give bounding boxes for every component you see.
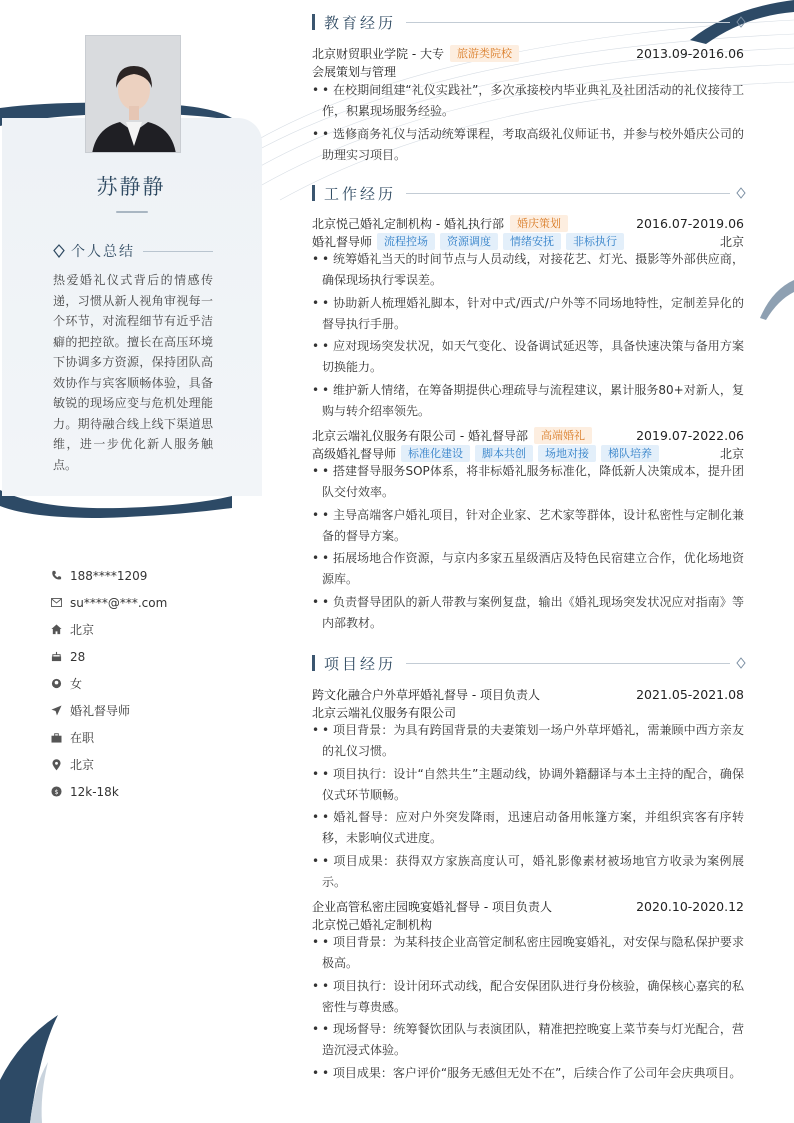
job-city: 北京 xyxy=(719,446,744,461)
location-icon xyxy=(50,759,62,771)
skill-tag: 脚本共创 xyxy=(475,445,533,462)
contact-gender-value: 女 xyxy=(70,677,83,691)
job-bullet: • • 统筹婚礼当天的时间节点与人员动线，对接花艺、灯光、摄影等外部供应商，确保现场执行零误差。 xyxy=(312,249,744,291)
education-title: 教育经历 xyxy=(324,13,397,32)
project-company: 北京悦己婚礼定制机构 xyxy=(312,918,433,932)
projects-title: 项目经历 xyxy=(324,654,397,673)
profile-photo xyxy=(85,35,181,153)
skill-tag: 资源调度 xyxy=(440,233,498,250)
school-name: 北京财贸职业学院 - 大专 xyxy=(312,46,444,61)
contact-position-value: 婚礼督导师 xyxy=(70,704,131,718)
job-header xyxy=(312,426,744,444)
job-company: 北京云端礼仪服务有限公司 - 婚礼督导部 xyxy=(312,428,528,443)
heading-line xyxy=(406,22,730,23)
job-role: 高级婚礼督导师 xyxy=(312,446,397,461)
project-name: 企业高管私密庄园晚宴婚礼督导 - 项目负责人 xyxy=(312,899,552,914)
project-bullet: • • 现场督导：统筹餐饮团队与表演团队，精准把控晚宴上菜节奏与灯光配合，营造沉浸式体验。 xyxy=(312,1019,744,1061)
job-bullet: • • 应对现场突发状况，如天气变化、设备调试延迟等，具备快速决策与备用方案切换能力。 xyxy=(312,336,744,378)
job-company: 北京悦己婚礼定制机构 - 婚礼执行部 xyxy=(312,216,504,231)
summary-title: 个人总结 xyxy=(71,244,135,260)
project-bullets xyxy=(312,720,744,894)
candidate-name: 苏静静 xyxy=(96,175,166,199)
project-bullet: • • 项目背景：为某科技企业高管定制私密庄园晚宴婚礼，对安保与隐私保护要求极高。 xyxy=(312,932,744,974)
name-divider xyxy=(116,211,148,213)
job-bullet: • • 拓展场地合作资源，与京内多家五星级酒店及特色民宿建立合作，优化场地资源库。 xyxy=(312,548,744,590)
project-bullet: • • 项目成果：获得双方家族高度认可，婚礼影像素材被场地官方收录为案例展示。 xyxy=(312,851,744,893)
home-icon xyxy=(50,624,62,636)
education-heading xyxy=(312,11,746,33)
school-badge: 旅游类院校 xyxy=(450,45,519,62)
portrait-image xyxy=(86,36,181,153)
job-role-row xyxy=(312,232,744,250)
education-date: 2013.09-2016.06 xyxy=(636,45,744,61)
send-icon xyxy=(50,705,62,717)
work-heading xyxy=(312,182,746,204)
project-company: 北京云端礼仪服务有限公司 xyxy=(312,706,457,720)
work-title: 工作经历 xyxy=(324,184,397,203)
project-header xyxy=(312,897,744,915)
project-name: 跨文化融合户外草坪婚礼督导 - 项目负责人 xyxy=(312,687,540,702)
diamond-icon xyxy=(736,657,746,669)
education-bullet: • • 在校期间组建“礼仪实践社”，多次承接校内毕业典礼及社团活动的礼仪接待工作，积累现场服务经验。 xyxy=(312,80,744,122)
heading-bar xyxy=(312,185,315,201)
gender-icon xyxy=(50,678,62,690)
summary-heading xyxy=(53,241,213,261)
contact-email xyxy=(50,589,167,616)
project-bullet: • • 项目成果：客户评价“服务无感但无处不在”，后续合作了公司年会庆典项目。 xyxy=(312,1063,744,1084)
job-bullet: • • 搭建督导服务SOP体系，将非标婚礼服务标准化，降低新人决策成本，提升团队交付效率。 xyxy=(312,461,744,503)
heading-bar xyxy=(312,655,315,671)
contact-salary-value: 12k-18k xyxy=(70,784,119,799)
education-bullet: • • 选修商务礼仪与活动统筹课程，考取高级礼仪师证书，并参与校外婚庆公司的助理实习项目。 xyxy=(312,124,744,166)
contact-age xyxy=(50,643,167,670)
contact-salary xyxy=(50,778,167,805)
project-bullets xyxy=(312,932,744,1085)
heading-line xyxy=(406,193,730,194)
education-major: 会展策划与管理 xyxy=(312,65,397,79)
summary-title-line xyxy=(143,251,213,252)
contact-home xyxy=(50,616,167,643)
phone-icon xyxy=(50,570,62,582)
contact-age-value: 28 xyxy=(70,649,86,664)
diamond-icon xyxy=(736,187,746,199)
project-date: 2020.10-2020.12 xyxy=(636,898,744,914)
summary-text: 热爱婚礼仪式背后的情感传递，习惯从新人视角审视每一个环节，对流程细节有近乎洁癖的把控欲。擅长在高压环境下协调多方资源，保持团队高效协作与宾客顺畅体验，具备敏锐的现场应变与危机处理能力。期待融合线上线下渠道思维，进一步优化新人服务触点。 xyxy=(53,273,213,472)
education-bullets xyxy=(312,80,744,167)
skill-tag: 标准化建设 xyxy=(401,445,470,462)
project-bullet: • • 婚礼督导：应对户外突发降雨，迅速启动备用帐篷方案，并组织宾客有序转移，未影响仪式进度。 xyxy=(312,807,744,849)
contact-location xyxy=(50,751,167,778)
skill-tag: 场地对接 xyxy=(538,445,596,462)
job-bullet: • • 协助新人梳理婚礼脚本，针对中式/西式/户外等不同场地特性，定制差异化的督导执行手册。 xyxy=(312,293,744,335)
project-bullet: • • 项目背景：为具有跨国背景的夫妻策划一场户外草坪婚礼，需兼顾中西方亲友的礼仪习惯。 xyxy=(312,720,744,762)
contact-email-value: su****@***.com xyxy=(70,595,168,610)
contact-phone-value: 188****1209 xyxy=(70,568,148,583)
job-badge: 高端婚礼 xyxy=(534,427,592,444)
job-bullet: • • 负责督导团队的新人带教与案例复盘，输出《婚礼现场突发状况应对指南》等内部教材。 xyxy=(312,592,744,634)
job-bullets xyxy=(312,461,744,635)
cake-icon xyxy=(50,651,62,663)
projects-heading xyxy=(312,652,746,674)
job-date: 2016.07-2019.06 xyxy=(636,215,744,231)
contact-home-value: 北京 xyxy=(70,623,95,637)
job-role: 婚礼督导师 xyxy=(312,234,373,249)
contact-location-value: 北京 xyxy=(70,758,95,772)
contact-list xyxy=(50,562,167,805)
project-date: 2021.05-2021.08 xyxy=(636,686,744,702)
project-bullet: • • 项目执行：设计“自然共生”主题动线，协调外籍翻译与本土主持的配合，确保仪式环节顺畅。 xyxy=(312,764,744,806)
job-city: 北京 xyxy=(719,234,744,249)
skill-tag: 非标执行 xyxy=(566,233,624,250)
diamond-icon xyxy=(736,16,746,28)
project-bullet: • • 项目执行：设计闭环式动线，配合安保团队进行身份核验，确保核心嘉宾的私密性与尊贵感。 xyxy=(312,976,744,1018)
contact-status xyxy=(50,724,167,751)
mail-icon xyxy=(50,597,62,609)
contact-position xyxy=(50,697,167,724)
job-date: 2019.07-2022.06 xyxy=(636,427,744,443)
skill-tag: 梯队培养 xyxy=(601,445,659,462)
diamond-icon xyxy=(53,244,65,258)
briefcase-icon xyxy=(50,732,62,744)
job-role-row xyxy=(312,444,744,462)
job-bullet: • • 主导高端客户婚礼项目，针对企业家、艺术家等群体，设计私密性与定制化兼备的督导方案。 xyxy=(312,505,744,547)
contact-phone xyxy=(50,562,167,589)
skill-tag: 流程控场 xyxy=(377,233,435,250)
job-bullets xyxy=(312,249,744,423)
job-header xyxy=(312,214,744,232)
contact-gender xyxy=(50,670,167,697)
salary-icon xyxy=(50,786,62,798)
heading-bar xyxy=(312,14,315,30)
skill-tag: 情绪安抚 xyxy=(503,233,561,250)
education-entry-header xyxy=(312,44,744,62)
job-bullet: • • 维护新人情绪，在筹备期提供心理疏导与流程建议，累计服务80+对新人，复购与转介绍率领先。 xyxy=(312,380,744,422)
job-badge: 婚庆策划 xyxy=(510,215,568,232)
svg-text:$: $ xyxy=(53,787,59,796)
heading-line xyxy=(406,663,730,664)
project-header xyxy=(312,685,744,703)
contact-status-value: 在职 xyxy=(70,731,95,745)
